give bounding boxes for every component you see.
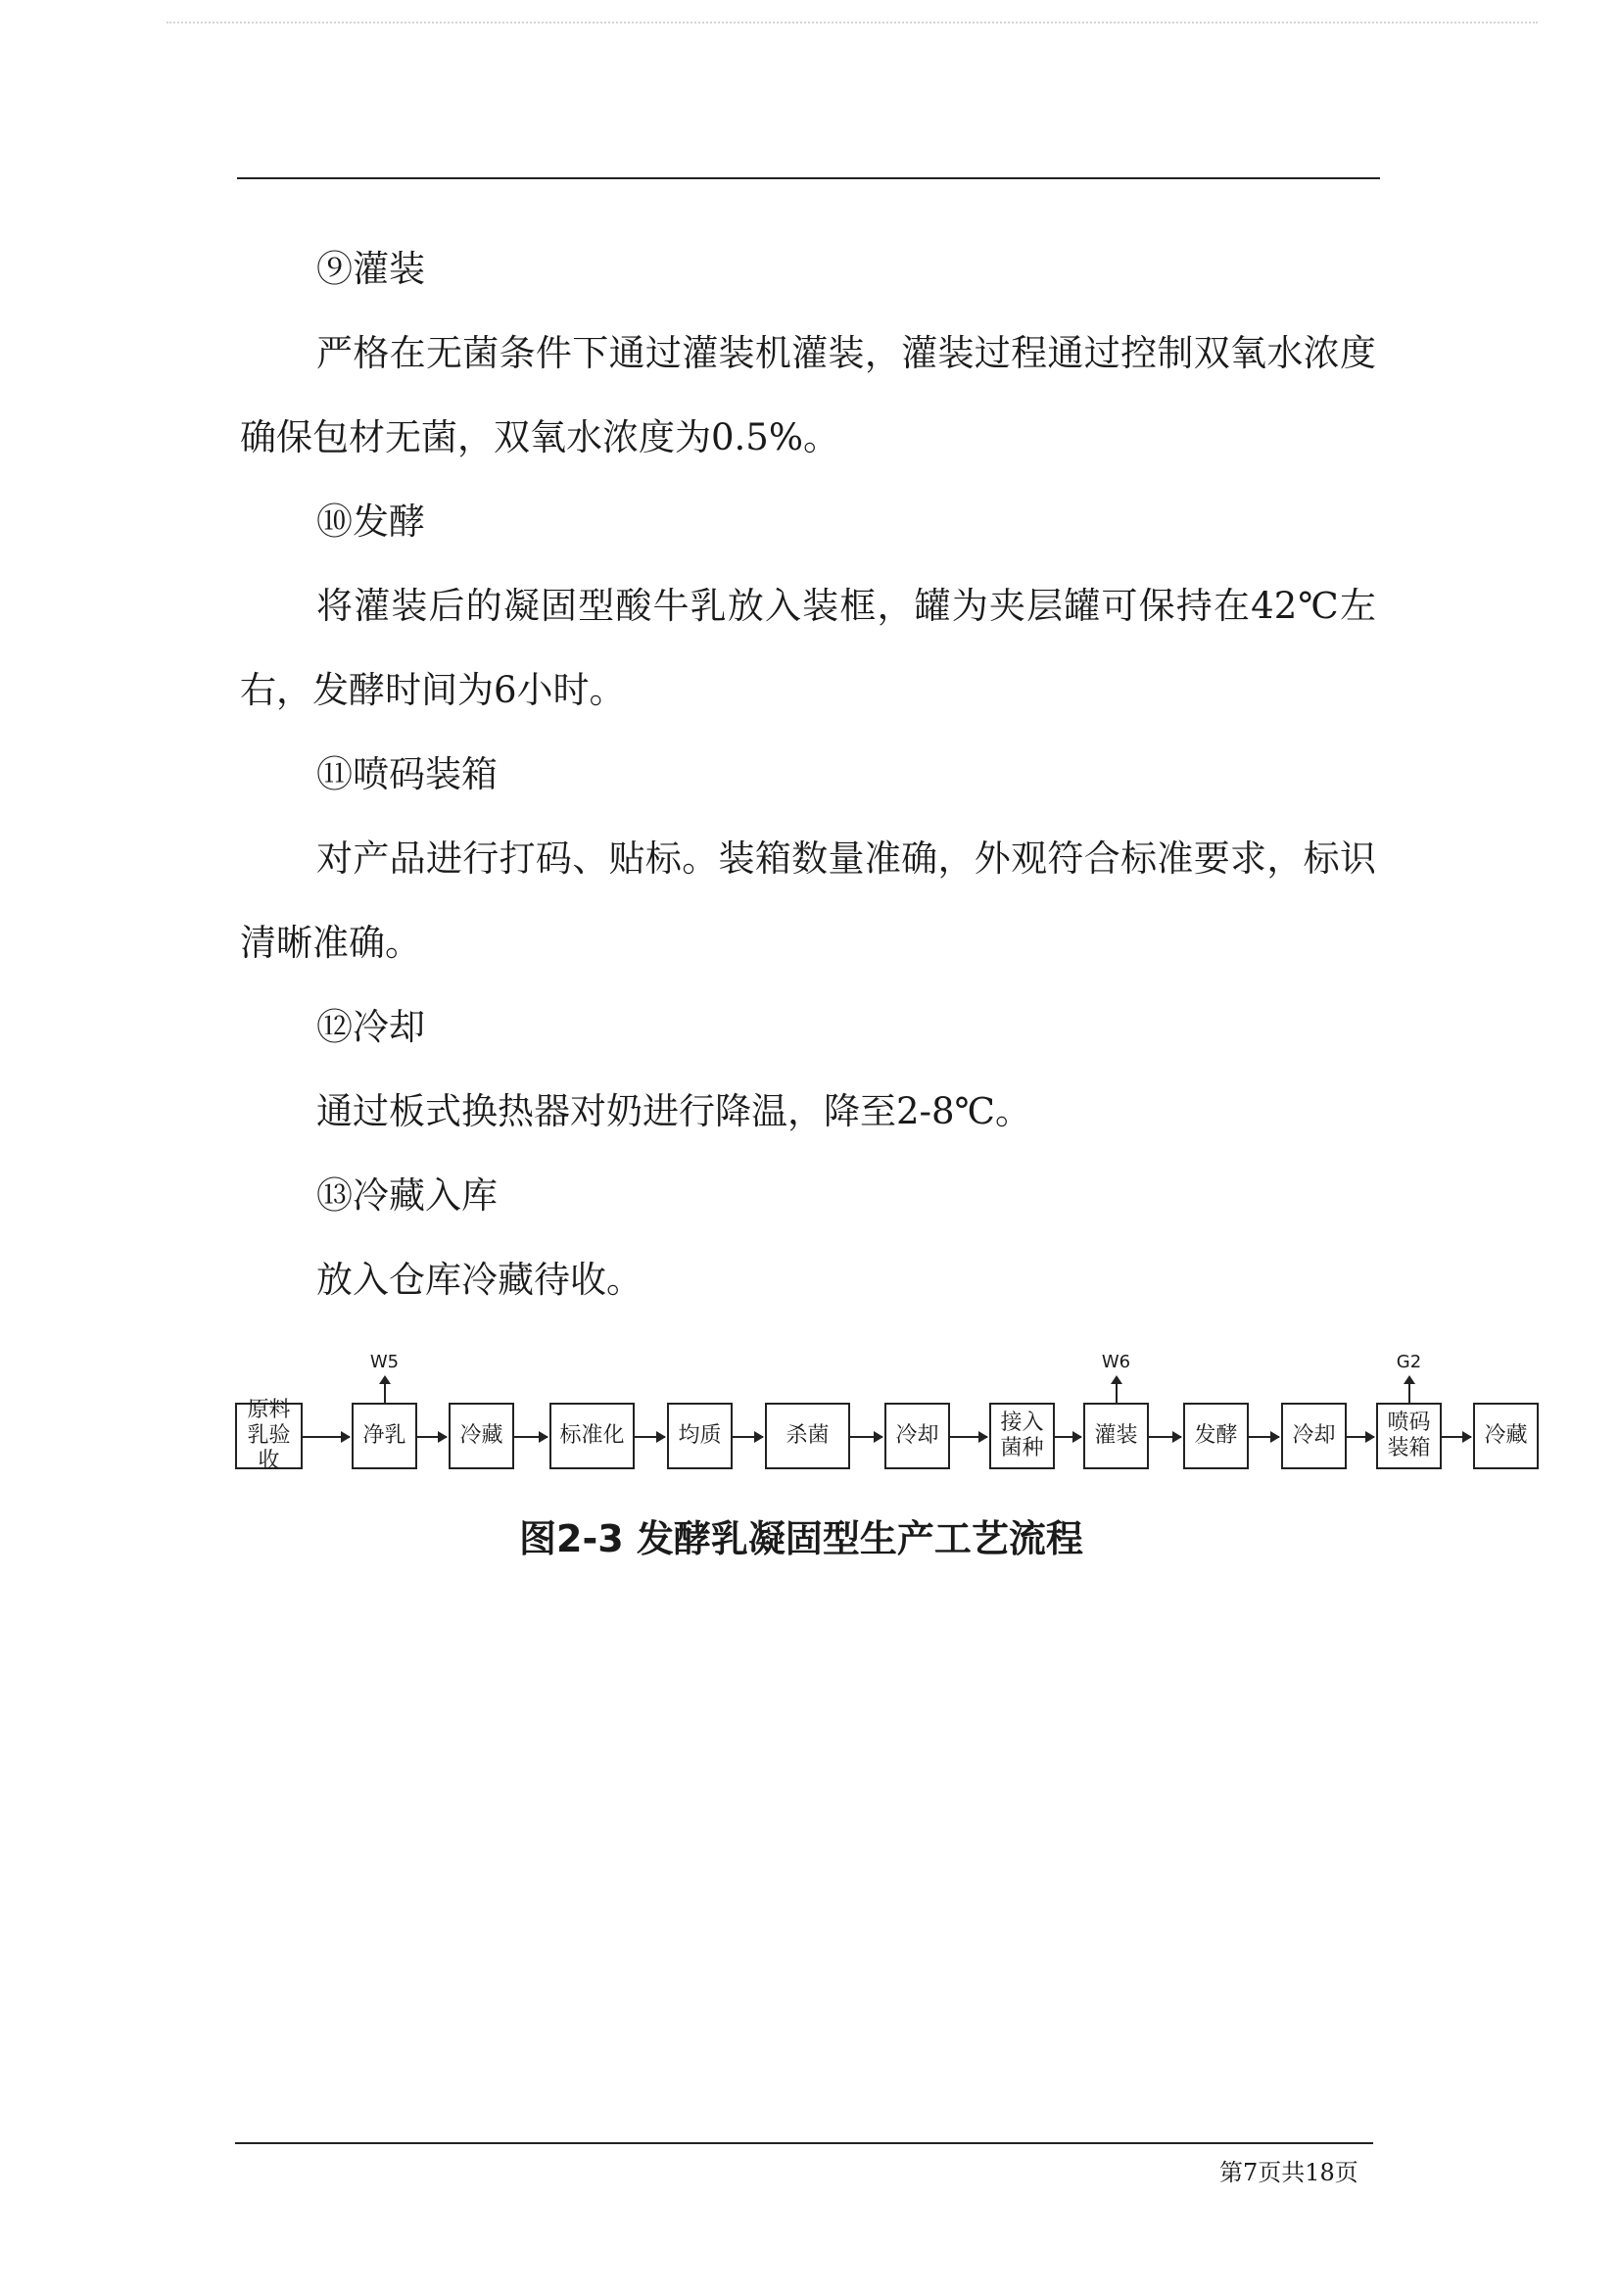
flow-step-label: 灌装 <box>1094 1423 1138 1448</box>
paragraph: 放入仓库冷藏待收。 <box>316 1259 643 1301</box>
flow-arrow <box>850 1436 882 1438</box>
flow-step-label: 接入菌种 <box>1000 1411 1044 1460</box>
scan-speckle <box>167 22 1538 27</box>
footer-rule <box>235 2142 1373 2144</box>
flow-step-label: 杀菌 <box>786 1423 830 1448</box>
flow-step-label: 冷藏 <box>1484 1423 1528 1448</box>
flow-step-label: 原料乳验收 <box>247 1398 291 1473</box>
emission-arrow <box>384 1383 386 1403</box>
paragraph: 对产品进行打码、贴标。装箱数量准确，外观符合标准要求，标识清晰准确。 <box>240 837 1376 964</box>
flow-arrow <box>1442 1436 1471 1438</box>
flow-step-box <box>884 1403 950 1469</box>
flow-step-box <box>1376 1403 1442 1469</box>
figure-caption: 图2-3 发酵乳凝固型生产工艺流程 <box>519 1517 1083 1560</box>
flow-arrow <box>635 1436 665 1438</box>
flow-step-box <box>449 1403 514 1469</box>
flow-step-label: 均质 <box>678 1423 722 1448</box>
flow-step-box <box>667 1403 733 1469</box>
flow-step-box <box>1083 1403 1149 1469</box>
flow-step-box <box>549 1403 635 1469</box>
flow-step-label: 冷藏 <box>459 1423 503 1448</box>
flow-arrow <box>1347 1436 1374 1438</box>
flow-step-label: 净乳 <box>362 1423 406 1448</box>
flow-step-label: 冷却 <box>895 1423 939 1448</box>
flow-arrow <box>1149 1436 1181 1438</box>
emission-label: G2 <box>1396 1352 1422 1372</box>
flow-arrow <box>417 1436 447 1438</box>
flow-step-label: 标准化 <box>559 1423 625 1448</box>
flow-step-box <box>352 1403 417 1469</box>
section-heading: ⑨灌装 <box>316 248 425 290</box>
emission-arrow <box>1116 1383 1118 1403</box>
page-number: 第7页共18页 <box>1219 2159 1358 2186</box>
flow-arrow <box>303 1436 350 1438</box>
paragraph: 严格在无菌条件下通过灌装机灌装，灌装过程通过控制双氧水浓度确保包材无菌，双氧水浓度为0.5%。 <box>240 332 1376 458</box>
section-heading: ⑬冷藏入库 <box>316 1174 498 1217</box>
flow-step-label: 发酵 <box>1194 1423 1238 1448</box>
flow-step-box <box>989 1403 1055 1469</box>
paragraph: 将灌装后的凝固型酸牛乳放入装框，罐为夹层罐可保持在42℃左右，发酵时间为6小时。 <box>240 585 1376 711</box>
flow-arrow <box>950 1436 987 1438</box>
flow-step-box <box>765 1403 850 1469</box>
header-rule <box>237 177 1380 179</box>
section-heading: ⑫冷却 <box>316 1006 425 1048</box>
flow-step-box <box>1281 1403 1347 1469</box>
emission-label: W6 <box>1101 1352 1131 1372</box>
paragraph: 通过板式换热器对奶进行降温，降至2-8℃。 <box>316 1090 1031 1132</box>
flow-arrow <box>514 1436 548 1438</box>
flow-arrow <box>733 1436 763 1438</box>
flow-step-box <box>1183 1403 1249 1469</box>
flow-arrow <box>1055 1436 1081 1438</box>
flow-arrow <box>1249 1436 1279 1438</box>
flow-step-label: 冷却 <box>1292 1423 1336 1448</box>
flow-step-label: 喷码装箱 <box>1387 1411 1431 1460</box>
flow-step-box <box>235 1398 303 1473</box>
section-heading: ⑩发酵 <box>316 501 425 543</box>
emission-arrow <box>1408 1383 1410 1403</box>
section-heading: ⑪喷码装箱 <box>316 753 498 795</box>
body-text <box>240 227 1376 1322</box>
emission-label: W5 <box>369 1352 400 1372</box>
flow-step-box <box>1473 1403 1539 1469</box>
process-flow-diagram <box>235 1342 1548 1489</box>
